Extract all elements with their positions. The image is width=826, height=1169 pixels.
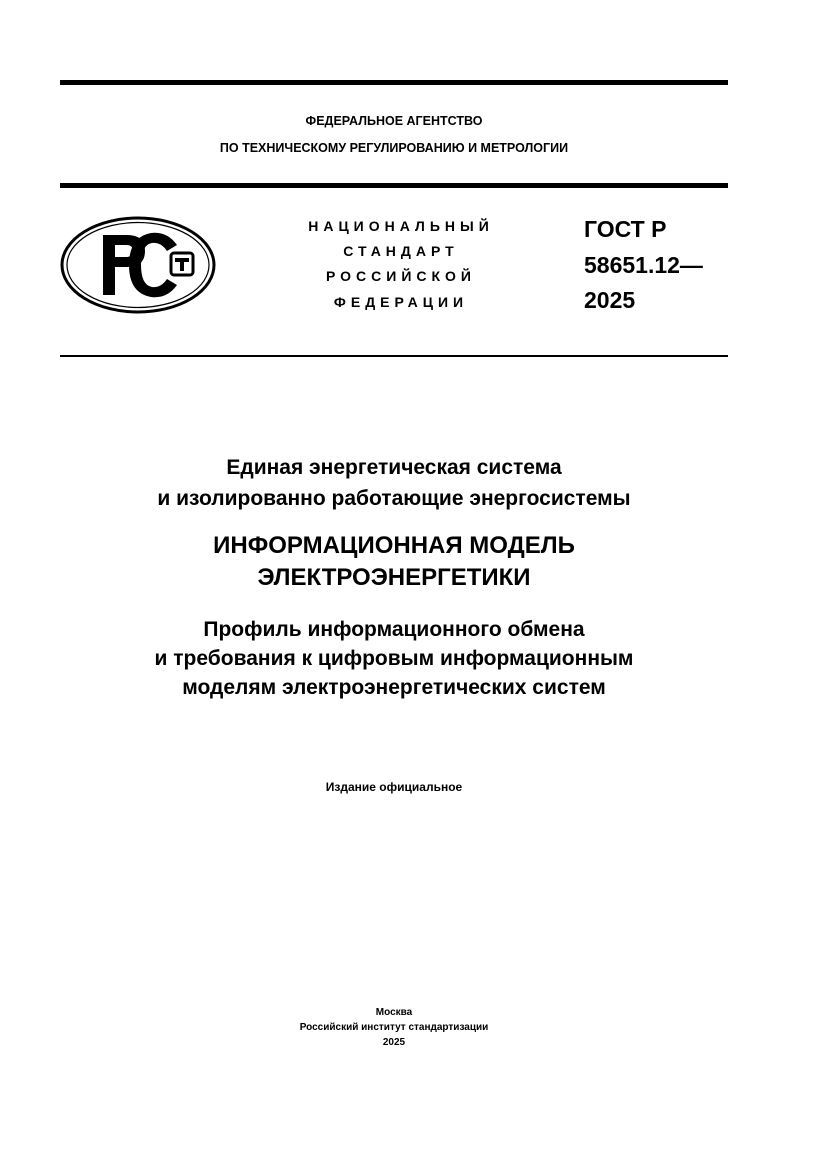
national-standard-line-4: ФЕДЕРАЦИИ — [333, 294, 469, 310]
profile-title — [60, 615, 728, 702]
model-title — [60, 530, 728, 594]
profile-title-line: и требования к цифровым информационным — [154, 647, 634, 670]
gost-designation-line-3: 2025 — [584, 287, 636, 313]
profile-title-line: моделям электроэнергетических систем — [182, 676, 606, 699]
top-rule — [60, 80, 728, 85]
gost-designation-line-2: 58651.12— — [584, 252, 703, 278]
publisher-year: 2025 — [382, 1037, 406, 1048]
publisher-institute: Российский институт стандартизации — [299, 1022, 489, 1033]
middle-rule — [60, 183, 728, 188]
system-title — [60, 452, 728, 514]
national-standard-line-3: РОССИЙСКОЙ — [326, 268, 476, 284]
agency-name-line-1: ФЕДЕРАЛЬНОЕ АГЕНТСТВО — [305, 114, 483, 128]
gost-designation-line-1: ГОСТ Р — [584, 216, 667, 242]
publisher-city: Москва — [375, 1007, 413, 1018]
model-title-line: ИНФОРМАЦИОННАЯ МОДЕЛЬ — [213, 532, 575, 559]
system-title-line: Единая энергетическая система — [226, 456, 562, 479]
publisher-block — [60, 1005, 728, 1050]
pct-gost-emblem-icon — [59, 215, 217, 315]
bottom-rule — [60, 355, 728, 357]
national-standard-line-2: СТАНДАРТ — [343, 243, 459, 259]
profile-title-line: Профиль информационного обмена — [203, 618, 585, 641]
national-standard-line-1: НАЦИОНАЛЬНЫЙ — [308, 218, 494, 234]
edition-label: Издание официальное — [325, 780, 463, 794]
system-title-line: и изолированно работающие энергосистемы — [157, 487, 631, 510]
model-title-line: ЭЛЕКТРОЭНЕРГЕТИКИ — [257, 564, 531, 591]
agency-name-line-2: ПО ТЕХНИЧЕСКОМУ РЕГУЛИРОВАНИЮ И МЕТРОЛОГИИ — [219, 141, 569, 155]
